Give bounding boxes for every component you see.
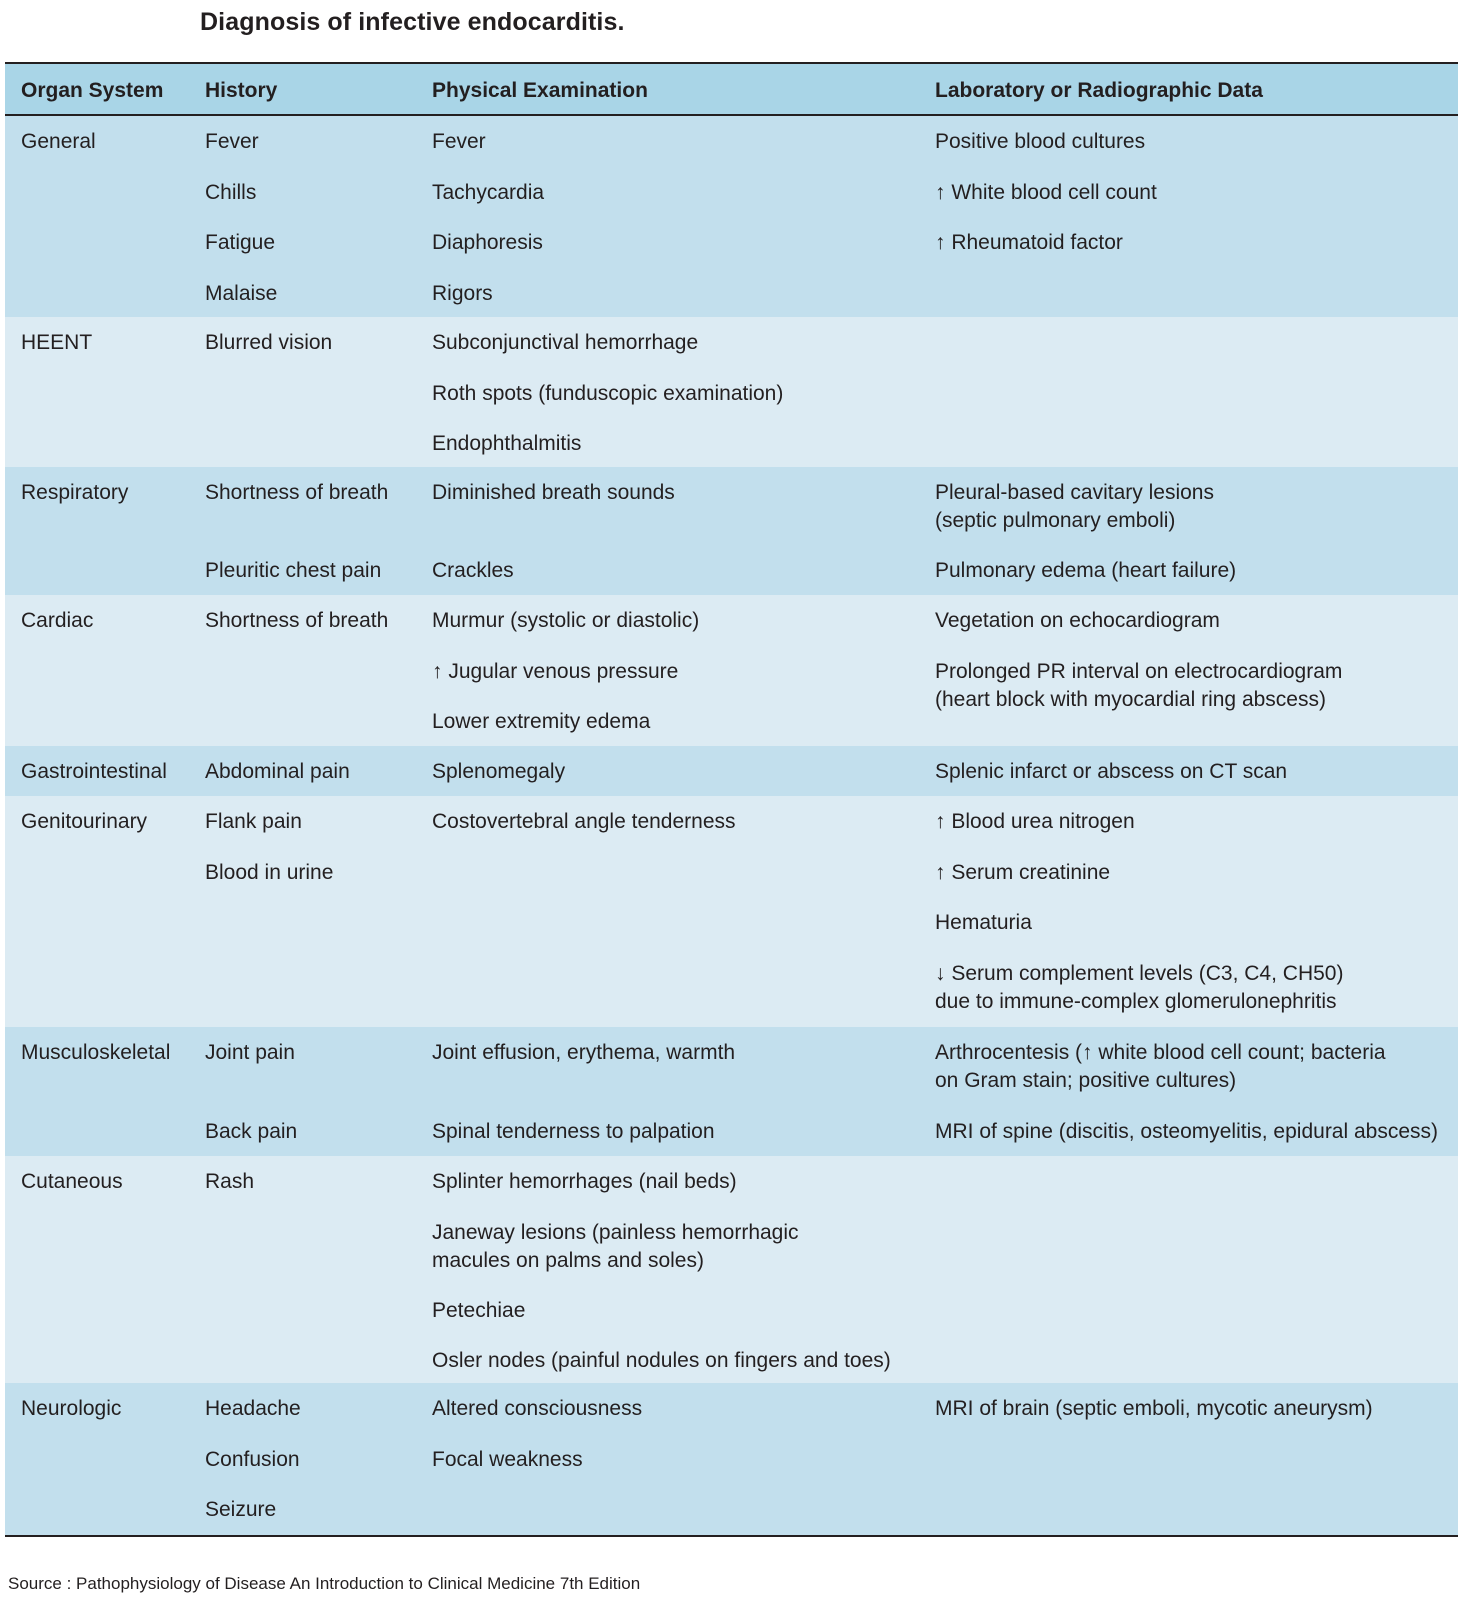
header-physical-examination: Physical Examination <box>432 79 648 102</box>
history-cell: Blood in urine <box>205 861 334 884</box>
header-history: History <box>205 79 278 102</box>
table-row-cutaneous <box>5 1156 1458 1383</box>
source-citation: Source : Pathophysiology of Disease An Introduction to Clinical Medicine 7th Edition <box>8 1574 641 1593</box>
table-row-general <box>5 116 1458 317</box>
organ-cell: Neurologic <box>21 1397 122 1420</box>
physical-cell: Focal weakness <box>432 1448 583 1471</box>
physical-cell: ↑ Jugular venous pressure <box>432 660 679 683</box>
table-title: Diagnosis of infective endocarditis. <box>200 8 625 36</box>
physical-cell: Janeway lesions (painless hemorrhagic <box>432 1221 799 1244</box>
table-row-gastrointestinal <box>5 746 1458 796</box>
lab-cell: on Gram stain; positive cultures) <box>935 1069 1237 1092</box>
physical-cell: Subconjunctival hemorrhage <box>432 331 699 354</box>
organ-cell: Cardiac <box>21 609 94 632</box>
lab-cell: MRI of brain (septic emboli, mycotic aneurysm) <box>935 1397 1373 1420</box>
physical-cell: Costovertebral angle tenderness <box>432 810 736 833</box>
history-cell: Seizure <box>205 1498 277 1521</box>
lab-cell: MRI of spine (discitis, osteomyelitis, epidural abscess) <box>935 1120 1439 1143</box>
history-cell: Flank pain <box>205 810 302 833</box>
lab-cell: (heart block with myocardial ring abscess) <box>935 688 1326 711</box>
organ-cell: General <box>21 130 96 153</box>
physical-cell: Spinal tenderness to palpation <box>432 1120 715 1143</box>
physical-cell: macules on palms and soles) <box>432 1249 704 1272</box>
history-cell: Headache <box>205 1397 301 1420</box>
physical-cell: Roth spots (funduscopic examination) <box>432 382 784 405</box>
history-cell: Joint pain <box>205 1041 295 1064</box>
lab-cell: due to immune-complex glomerulonephritis <box>935 990 1337 1013</box>
lab-cell: ↑ Blood urea nitrogen <box>935 810 1135 833</box>
lab-cell: Positive blood cultures <box>935 130 1146 153</box>
lab-cell: Vegetation on echocardiogram <box>935 609 1220 632</box>
physical-cell: Fever <box>432 130 486 153</box>
physical-cell: Osler nodes (painful nodules on fingers and toes) <box>432 1349 891 1372</box>
physical-cell: Tachycardia <box>432 181 545 204</box>
physical-cell: Splenomegaly <box>432 760 566 783</box>
history-cell: Chills <box>205 181 257 204</box>
organ-cell: Cutaneous <box>21 1170 123 1193</box>
lab-cell: Pleural-based cavitary lesions <box>935 481 1214 504</box>
history-cell: Rash <box>205 1170 255 1193</box>
lab-cell: (septic pulmonary emboli) <box>935 509 1176 532</box>
physical-cell: Endophthalmitis <box>432 432 582 455</box>
lab-cell: Prolonged PR interval on electrocardiogram <box>935 660 1343 683</box>
history-cell: Blurred vision <box>205 331 333 354</box>
table-row-genitourinary <box>5 796 1458 1027</box>
table-row-respiratory <box>5 467 1458 595</box>
physical-cell: Diminished breath sounds <box>432 481 675 504</box>
table-row-cardiac <box>5 595 1458 746</box>
diagnosis-table <box>5 62 1458 1537</box>
physical-cell: Petechiae <box>432 1299 526 1322</box>
history-cell: Fever <box>205 130 259 153</box>
table-header <box>5 64 1458 116</box>
lab-cell: ↑ White blood cell count <box>935 181 1157 204</box>
lab-cell: ↑ Serum creatinine <box>935 861 1111 884</box>
organ-cell: Gastrointestinal <box>21 760 167 783</box>
history-cell: Confusion <box>205 1448 300 1471</box>
history-cell: Pleuritic chest pain <box>205 559 382 582</box>
header-lab-radiographic-data: Laboratory or Radiographic Data <box>935 79 1263 102</box>
physical-cell: Joint effusion, erythema, warmth <box>432 1041 736 1064</box>
table-row-musculoskeletal <box>5 1027 1458 1156</box>
physical-cell: Splinter hemorrhages (nail beds) <box>432 1170 737 1193</box>
physical-cell: Crackles <box>432 559 514 582</box>
lab-cell: Splenic infarct or abscess on CT scan <box>935 760 1288 783</box>
physical-cell: Diaphoresis <box>432 231 543 254</box>
organ-cell: Genitourinary <box>21 810 148 833</box>
history-cell: Abdominal pain <box>205 760 350 783</box>
history-cell: Fatigue <box>205 231 276 254</box>
physical-cell: Rigors <box>432 282 493 305</box>
organ-cell: Respiratory <box>21 481 129 504</box>
organ-cell: Musculoskeletal <box>21 1041 171 1064</box>
physical-cell: Murmur (systolic or diastolic) <box>432 609 700 632</box>
table-row-heent <box>5 317 1458 467</box>
physical-cell: Lower extremity edema <box>432 710 651 733</box>
table-row-neurologic <box>5 1383 1458 1535</box>
lab-cell: Arthrocentesis (↑ white blood cell count; bacteria <box>935 1041 1386 1064</box>
lab-cell: ↓ Serum complement levels (C3, C4, CH50) <box>935 962 1344 985</box>
header-organ-system: Organ System <box>21 79 164 102</box>
history-cell: Shortness of breath <box>205 481 389 504</box>
history-cell: Malaise <box>205 282 278 305</box>
lab-cell: Hematuria <box>935 911 1032 934</box>
lab-cell: Pulmonary edema (heart failure) <box>935 559 1237 582</box>
history-cell: Shortness of breath <box>205 609 389 632</box>
physical-cell: Altered consciousness <box>432 1397 643 1420</box>
lab-cell: ↑ Rheumatoid factor <box>935 231 1123 254</box>
organ-cell: HEENT <box>21 331 93 354</box>
history-cell: Back pain <box>205 1120 298 1143</box>
